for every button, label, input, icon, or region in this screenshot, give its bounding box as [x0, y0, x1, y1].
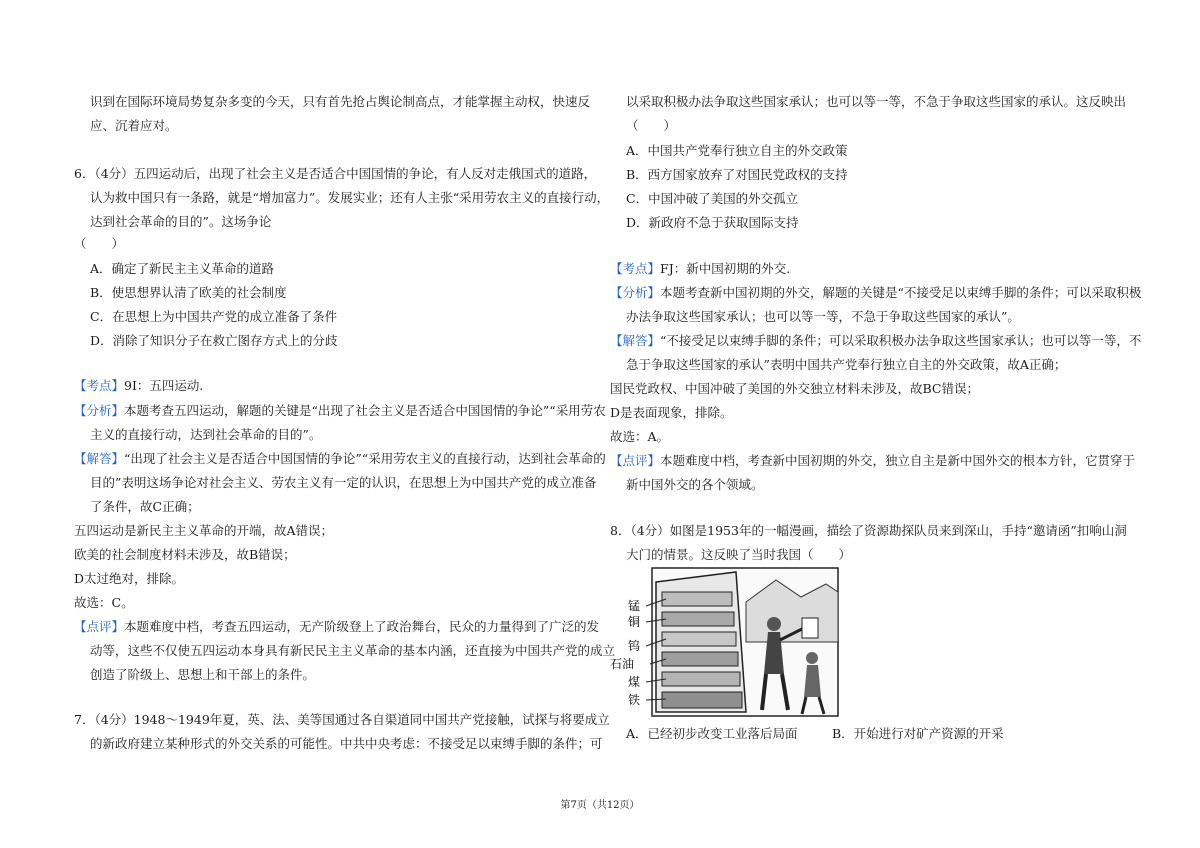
q7-bracket: （ ）	[626, 118, 677, 133]
page-footer: 第7页（共12页）	[560, 800, 640, 811]
q6-stem-line-3: 达到社会革命的目的”。这场争论	[90, 214, 272, 229]
label-shiyou: 石油	[610, 657, 635, 671]
q7-kaodian	[610, 261, 790, 277]
q6-option-a: A．确定了新民主主义革命的道路	[90, 261, 275, 276]
q6-kaodian	[74, 378, 203, 394]
q8-stem-line-1: 8．（4分）如图是1953年的一幅漫画，描绘了资源勘探队员来到深山，手持“邀请函”扣响山洞	[610, 523, 1127, 538]
jieda-tag: 【解答】	[610, 333, 661, 348]
fenxi-tag: 【分析】	[610, 285, 661, 300]
label-meng: 锰	[628, 599, 641, 613]
dianping-tag: 【点评】	[610, 453, 661, 468]
cartoon-image	[610, 562, 841, 720]
q7-jieda-line-4: D是表面现象，排除。	[610, 405, 733, 420]
q6-option-c: C．在思想上为中国共产党的成立准备了条件	[90, 309, 338, 324]
label-tie: 铁	[628, 693, 641, 707]
q6-fenxi	[74, 403, 606, 419]
q6-jieda-line-4: 五四运动是新民主主义革命的开端，故A错误；	[74, 523, 334, 538]
q6-jieda-line-5: 欧美的社会制度材料未涉及，故B错误；	[74, 547, 296, 562]
intro-line-1: 识到在国际环境局势复杂多变的今天，只有首先抢占舆论制高点，才能掌握主动权，快速反	[90, 94, 591, 109]
q8-option-a: A．已经初步改变工业落后局面	[626, 726, 798, 741]
q7-stem-line-1: 7．（4分）1948～1949年夏，英、法、美等国通过各自渠道同中国共产党接触，试探与将要成立	[74, 712, 610, 727]
q7-dianping-line-2: 新中国外交的各个领域。	[626, 477, 764, 492]
q6-option-d: D．消除了知识分子在救亡图存方式上的分歧	[90, 333, 338, 348]
dianping-text: 本题难度中档，考查五四运动，无产阶级登上了政治舞台，民众的力量得到了广泛的发	[124, 619, 600, 634]
q6-jieda-line-3: 了条件，故C正确；	[90, 499, 200, 514]
label-wu: 钨	[628, 639, 641, 653]
q6-jieda-line-6: D太过绝对，排除。	[74, 571, 185, 586]
fenxi-text: 本题考查五四运动，解题的关键是“出现了社会主义是否适合中国国情的争论”“采用劳农	[124, 403, 606, 418]
q8-stem-line-2: 大门的情景。这反映了当时我国（ ）	[626, 547, 852, 562]
q6-answer: 故选：C。	[74, 595, 134, 610]
q6-jieda-line-2: 目的”表明这场争论对社会主义、劳农主义有一定的认识，在思想上为中国共产党的成立准备	[90, 475, 597, 490]
q6-option-b: B．使思想界认清了欧美的社会制度	[90, 285, 287, 300]
dianping-text: 本题难度中档，考查新中国初期的外交，独立自主是新中国外交的根本方针，它贯穿于	[660, 453, 1136, 468]
q6-dianping	[74, 619, 599, 635]
q7-option-b: B．西方国家放弃了对国民党政权的支持	[626, 167, 848, 182]
dianping-tag: 【点评】	[74, 619, 125, 634]
label-mei: 煤	[628, 675, 641, 689]
jieda-text: “出现了社会主义是否适合中国国情的争论”“采用劳农主义的直接行动，达到社会革命的	[124, 451, 606, 466]
q7-cont-line-1: 以采取积极办法争取这些国家承认；也可以等一等，不急于争取这些国家的承认。这反映出	[626, 94, 1127, 109]
kaodian-tag: 【考点】	[74, 378, 125, 393]
q7-option-a: A．中国共产党奉行独立自主的外交政策	[626, 143, 848, 158]
q6-fenxi-line-2: 主义的直接行动，达到社会革命的目的”。	[90, 427, 322, 442]
fenxi-text: 本题考查新中国初期的外交，解题的关键是“不接受足以束缚手脚的条件；可以采取积极	[660, 285, 1142, 300]
jieda-text: “不接受足以束缚手脚的条件；可以采取积极办法争取这些国家承认；也可以等一等，不	[660, 333, 1142, 348]
q7-stem-line-2: 的新政府建立某种形式的外交关系的可能性。中共中央考虑：不接受足以束缚手脚的条件；可	[90, 736, 603, 751]
intro-line-2: 应、沉着应对。	[90, 118, 178, 133]
kaodian-text: 9I：五四运动.	[124, 378, 204, 393]
label-tong: 铜	[628, 615, 641, 629]
q7-option-d: D．新政府不急于获取国际支持	[626, 215, 799, 230]
q7-answer: 故选：A。	[610, 429, 670, 444]
q7-jieda-line-2: 急于争取这些国家的承认”表明中国共产党奉行独立自主的外交政策，故A正确；	[626, 357, 1067, 372]
q8-option-b: B．开始进行对矿产资源的开采	[832, 726, 1004, 741]
kaodian-text: FJ：新中国初期的外交.	[660, 261, 791, 276]
q7-dianping	[610, 453, 1135, 469]
kaodian-tag: 【考点】	[610, 261, 661, 276]
q7-jieda	[610, 333, 1141, 349]
q6-stem-line-2: 认为救中国只有一条路，就是“增加富力”。发展实业；还有人主张“采用劳农主义的直接行动，	[90, 190, 610, 205]
q7-option-c: C．中国冲破了美国的外交孤立	[626, 191, 799, 206]
q6-dianping-line-3: 创造了阶级上、思想上和干部上的条件。	[90, 667, 316, 682]
q6-jieda	[74, 451, 606, 467]
q6-stem-bracket: （ ）	[74, 236, 125, 251]
q7-fenxi-line-2: 办法争取这些国家承认；也可以等一等，不急于争取这些国家的承认”。	[626, 309, 1020, 324]
q7-jieda-line-3: 国民党政权、中国冲破了美国的外交独立材料未涉及，故BC错误；	[610, 381, 979, 396]
jieda-tag: 【解答】	[74, 451, 125, 466]
fenxi-tag: 【分析】	[74, 403, 125, 418]
q6-stem-line-1: 6．（4分）五四运动后，出现了社会主义是否适合中国国情的争论，有人反对走俄国式的道路，	[74, 166, 597, 181]
q6-dianping-line-2: 动等，这些不仅使五四运动本身具有新民民主主义革命的基本内涵，还直接为中国共产党的成立	[90, 643, 616, 658]
q7-fenxi	[610, 285, 1141, 301]
